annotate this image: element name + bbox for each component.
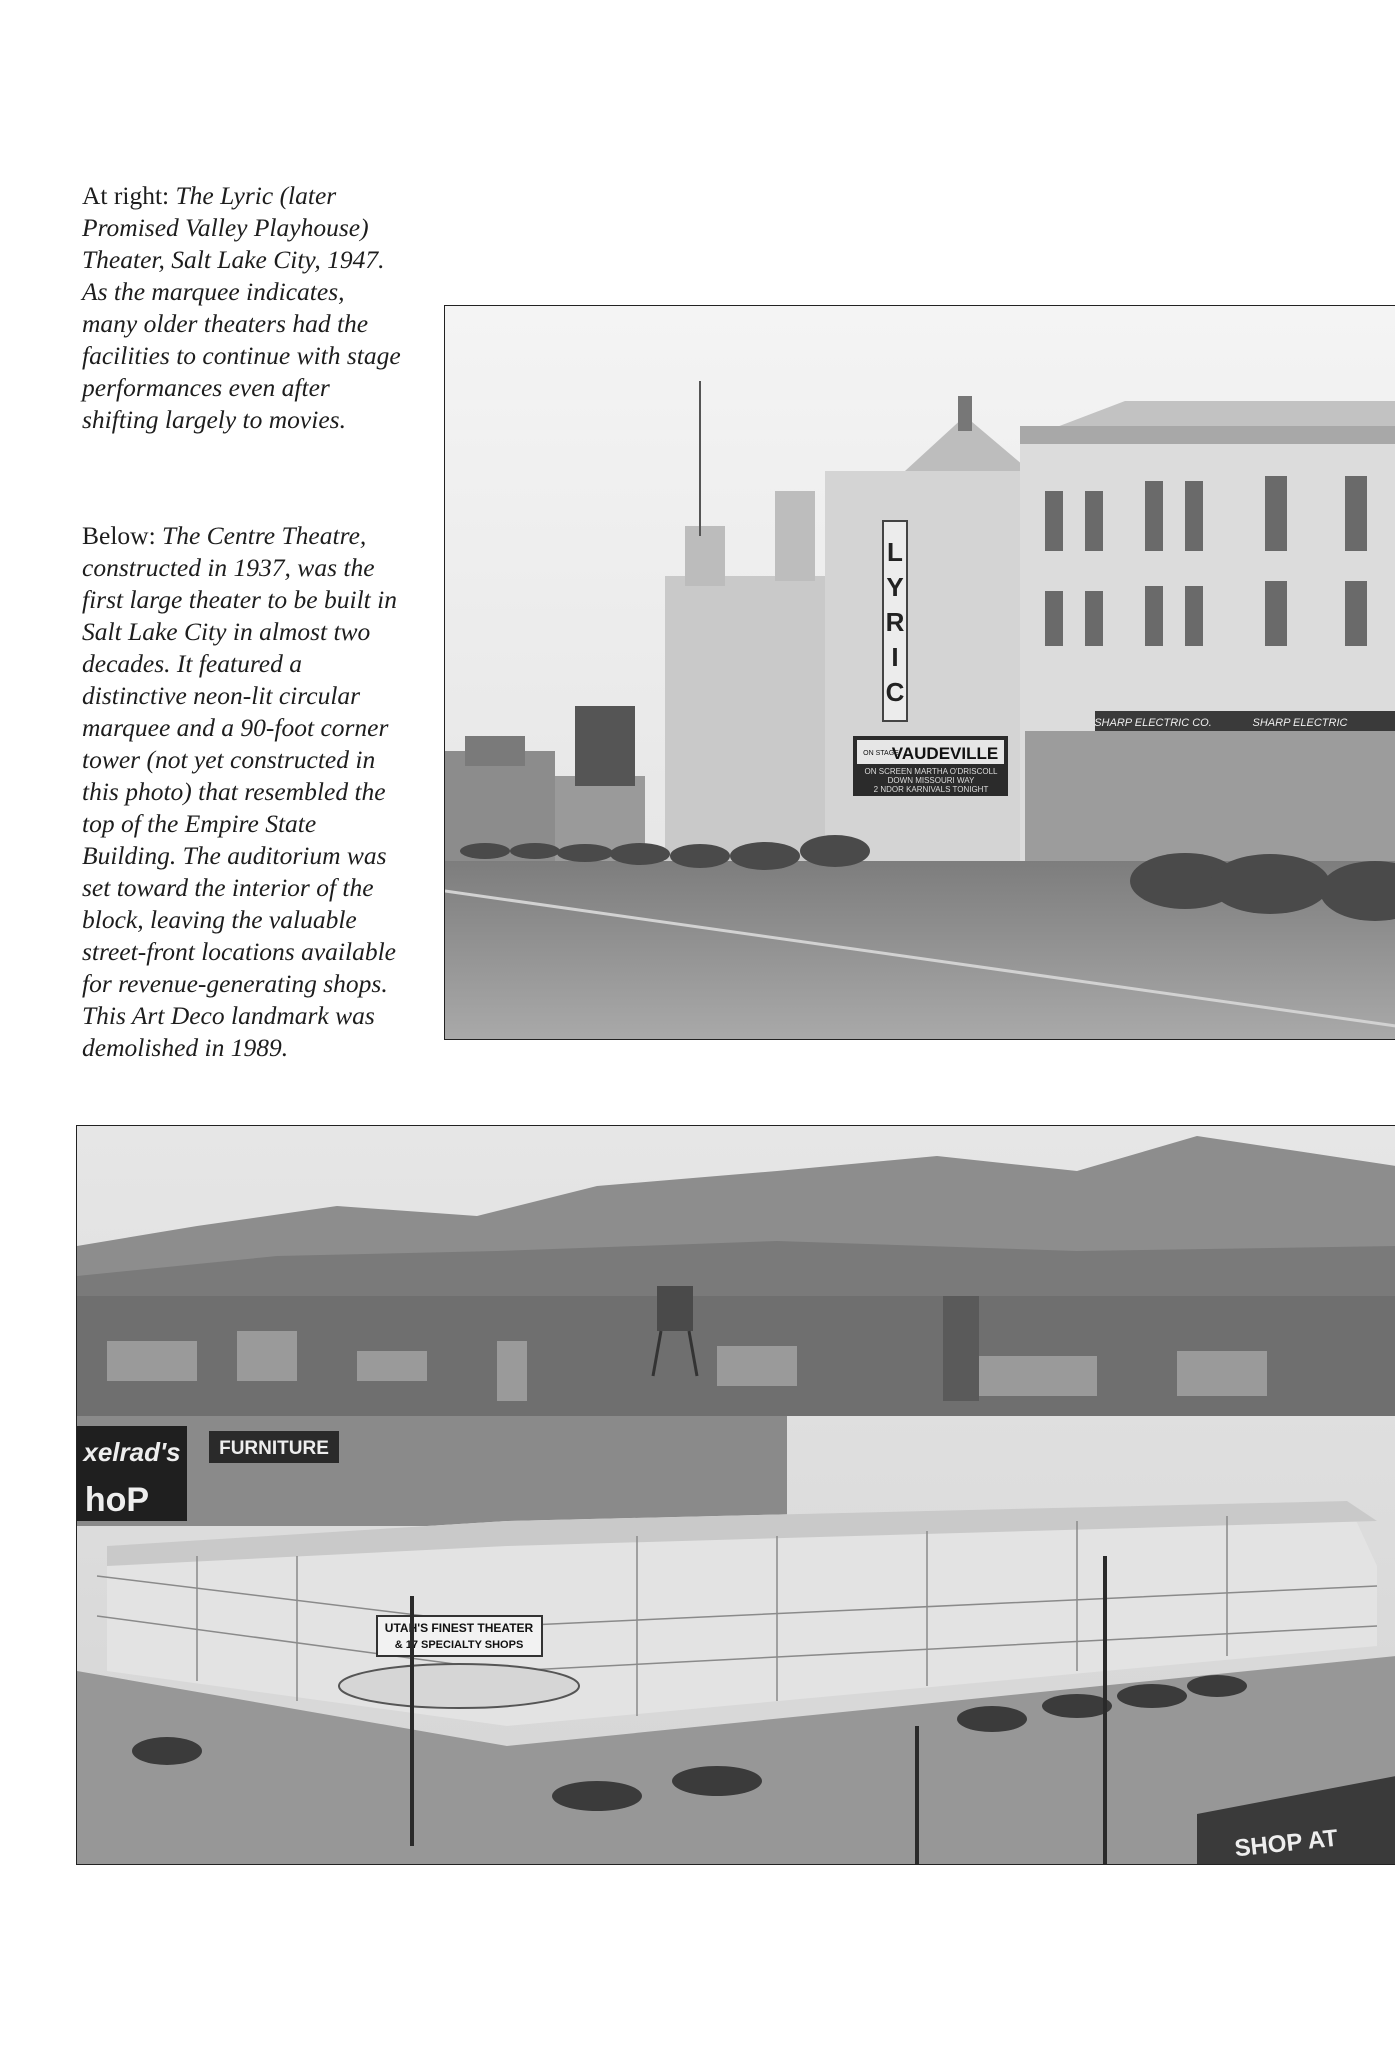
- furniture-sign-text: FURNITURE: [219, 1438, 329, 1459]
- svg-text:R: R: [885, 607, 905, 637]
- caption-centre-lead: Below:: [82, 521, 163, 550]
- centre-photo-illustration: [77, 1126, 1395, 1864]
- marquee-main-text: VAUDEVILLE: [891, 744, 999, 763]
- marquee-line1-text: ON SCREEN MARTHA O'DRISCOLL: [864, 767, 998, 776]
- axelrads-sign-text: xelrad's: [83, 1437, 181, 1467]
- lyric-vertical-sign-text: L: [887, 537, 903, 567]
- caption-lyric-body: The Lyric (later Promised Valley Playhouse) Theater, Salt Lake City, 1947. As the marquee indicates, many older theaters had the facilities to continue with stage performances even after shifting largely to movies.: [82, 181, 401, 434]
- caption-lyric: [82, 180, 402, 436]
- utah-finest-line1-text: UTAH'S FINEST THEATER: [384, 1621, 534, 1635]
- caption-centre-body: The Centre Theatre, constructed in 1937, was the first large theater to be built in Salt Lake City in almost two decades. It featured a distinctive neon-lit circular marquee and a 90-foot corner tower (not yet constructed in this photo) that resembled the top of the Empire State Building. The auditorium was set toward the interior of the block, leaving the valuable street-front locations available for revenue-generating shops. This Art Deco landmark was demolished in 1989.: [82, 521, 397, 1062]
- shop-left-sign-text: hoP: [84, 1481, 150, 1519]
- caption-centre: [82, 520, 402, 1064]
- marquee-line3-text: 2 NDOR KARNIVALS TONIGHT: [873, 785, 989, 794]
- shop-at-sign-text: SHOP AT: [1233, 1824, 1340, 1863]
- photo-centre-theatre: [76, 1125, 1395, 1865]
- marquee-line2-text: DOWN MISSOURI WAY: [887, 776, 975, 785]
- svg-text:Y: Y: [886, 572, 904, 602]
- caption-lyric-lead: At right:: [82, 181, 176, 210]
- store-sign-2-text: SHARP ELECTRIC: [1252, 717, 1348, 729]
- photo-lyric-theater: [444, 305, 1395, 1040]
- store-sign-1-text: SHARP ELECTRIC CO.: [1094, 717, 1212, 729]
- svg-text:C: C: [885, 677, 905, 707]
- svg-text:I: I: [891, 642, 899, 672]
- marquee-onstage-text: ON STAGE: [863, 750, 899, 757]
- lyric-photo-illustration: [445, 306, 1395, 1039]
- utah-finest-line2-text: & 17 SPECIALTY SHOPS: [394, 1639, 524, 1651]
